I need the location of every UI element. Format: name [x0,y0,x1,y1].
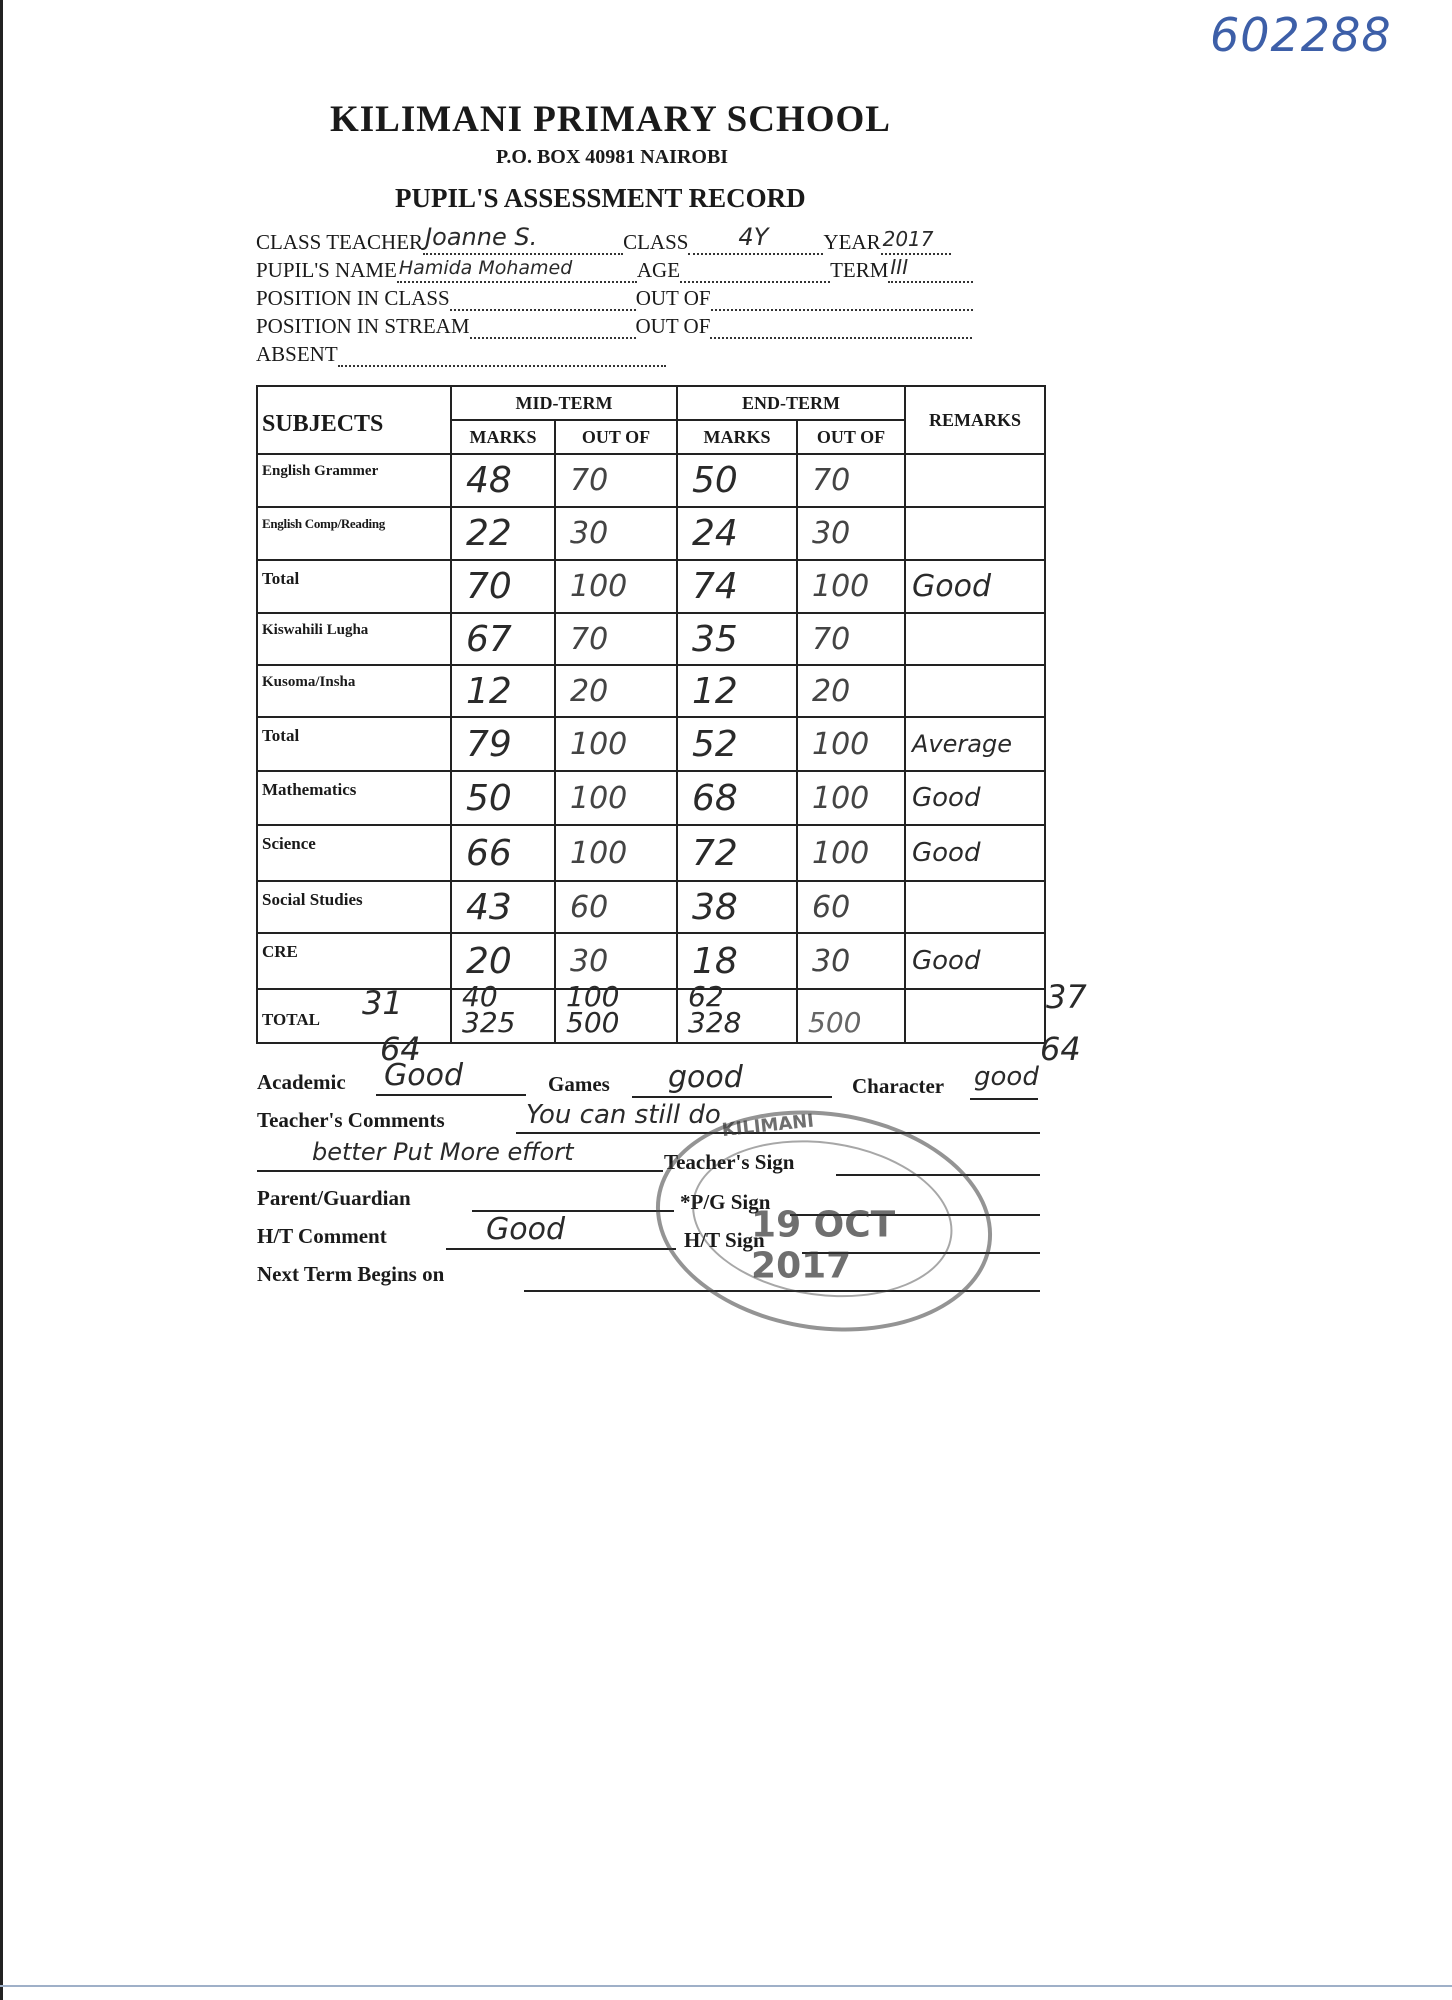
remark: Good [905,825,1045,881]
remarks-header: REMARKS [905,386,1045,454]
info-line-1 [256,223,951,255]
midterm-mark: 70 [451,560,555,613]
character-label: Character [852,1074,945,1098]
table-row [257,613,1045,665]
midterm-mark: 12 [451,665,555,717]
pupil-name-value: Hamida Mohamed [398,257,573,279]
remark [905,665,1045,717]
subject-name: Kusoma/Insha [257,665,451,717]
midterm-header: MID-TERM [451,386,677,420]
assessment-table [256,385,1046,1044]
subject-name: Kiswahili Lugha [257,613,451,665]
endterm-mark: 12 [677,665,797,717]
endterm-out-of: 70 [797,454,905,507]
info-line-3 [256,286,973,311]
midterm-out-of: 70 [555,613,677,665]
teacher-comments-line-1: You can still do [526,1100,721,1130]
school-name: KILIMANI PRIMARY SCHOOL [330,99,891,140]
term-value: III [890,255,909,279]
total-endterm: 328 [688,1006,742,1039]
midterm-out-of: 30 [555,933,677,989]
position-midterm-of: 64 [380,1030,421,1068]
parent-guardian-label: Parent/Guardian [257,1186,411,1210]
year-value: 2017 [882,227,934,251]
subject-name: English Grammer [257,454,451,507]
midterm-mark: 20 [451,933,555,989]
info-line-5 [256,342,666,367]
subjects-header: SUBJECTS [257,386,451,454]
endterm-out-of: 100 [797,825,905,881]
total-label: TOTAL [257,989,451,1043]
position-stream-label: POSITION IN STREAM [256,314,470,338]
out-of-label: OUT OF [635,314,711,338]
age-label: AGE [636,258,681,282]
character-value: good [974,1062,1039,1092]
subject-name: Total [257,560,451,613]
midterm-mark: 22 [451,507,555,560]
class-label: CLASS [623,230,689,254]
midterm-mark: 43 [451,881,555,933]
endterm-mark: 52 [677,717,797,771]
ht-comment-label: H/T Comment [257,1224,387,1248]
endterm-out-of: 100 [797,717,905,771]
subject-name: Total [257,717,451,771]
remark: Good [905,933,1045,989]
academic-value: Good [384,1058,463,1093]
remark [905,881,1045,933]
et-marks-header: MARKS [677,420,797,454]
remark [905,454,1045,507]
term-label: TERM [830,258,889,282]
ht-sign-label: H/T Sign [684,1228,765,1252]
absent-label: ABSENT [256,342,338,366]
midterm-out-of: 100 [555,560,677,613]
endterm-mark: 72 [677,825,797,881]
midterm-out-of: 100 [555,771,677,825]
mt-marks-header: MARKS [451,420,555,454]
table-row [257,771,1045,825]
midterm-out-of: 100 [555,717,677,771]
endterm-out-of: 30 [797,933,905,989]
position-endterm: 37 [1046,978,1087,1016]
out-of-label: OUT OF [635,286,711,310]
endterm-mark: 18 [677,933,797,989]
endterm-header: END-TERM [677,386,905,420]
teacher-comments-label: Teacher's Comments [257,1108,445,1132]
total-midterm: 325 [462,1006,516,1039]
subject-name: Social Studies [257,881,451,933]
class-teacher-label: CLASS TEACHER [256,230,424,254]
midterm-out-of: 100 [555,825,677,881]
page-title: PUPIL'S ASSESSMENT RECORD [395,183,806,213]
class-value: 4Y [738,223,769,251]
position-midterm: 31 [362,984,403,1022]
total-endterm-struck: 62 [688,980,724,1013]
subject-name: CRE [257,933,451,989]
position-class-label: POSITION IN CLASS [256,286,450,310]
table-row [257,507,1045,560]
midterm-out-of: 70 [555,454,677,507]
total-midterm-out-struck: 100 [566,980,620,1013]
pupil-name-label: PUPIL'S NAME [256,258,397,282]
midterm-mark: 79 [451,717,555,771]
games-value: good [668,1060,743,1095]
subject-name: English Comp/Reading [257,507,451,560]
endterm-out-of: 60 [797,881,905,933]
midterm-mark: 50 [451,771,555,825]
position-endterm-of: 64 [1040,1030,1081,1068]
total-endterm-out-of: 500 [808,1006,862,1039]
endterm-mark: 24 [677,507,797,560]
next-term-label: Next Term Begins on [257,1262,445,1286]
endterm-out-of: 70 [797,613,905,665]
table-row [257,717,1045,771]
midterm-mark: 67 [451,613,555,665]
endterm-mark: 50 [677,454,797,507]
info-line-4 [256,314,972,339]
midterm-out-of: 60 [555,881,677,933]
endterm-out-of: 100 [797,771,905,825]
table-row [257,454,1045,507]
subject-name: Mathematics [257,771,451,825]
mt-outof-header: OUT OF [555,420,677,454]
midterm-mark: 48 [451,454,555,507]
table-row [257,881,1045,933]
subject-name: Science [257,825,451,881]
scan-border [0,1985,1452,1987]
teacher-comments-line-2: better Put More effort [312,1138,574,1166]
endterm-mark: 35 [677,613,797,665]
endterm-mark: 74 [677,560,797,613]
table-row [257,825,1045,881]
file-number: 602288 [1210,8,1392,62]
ht-comment-value: Good [486,1212,565,1247]
academic-label: Academic [257,1070,346,1094]
remark: Good [905,560,1045,613]
table-row [257,933,1045,989]
endterm-out-of: 20 [797,665,905,717]
scan-edge [0,0,3,2000]
endterm-out-of: 30 [797,507,905,560]
stamp-school-name: KILIMANI [720,1110,815,1142]
endterm-out-of: 100 [797,560,905,613]
remark: Good [905,771,1045,825]
total-midterm-out-of: 500 [566,1006,620,1039]
info-line-2 [256,255,973,283]
endterm-mark: 38 [677,881,797,933]
midterm-mark: 66 [451,825,555,881]
total-midterm-struck: 40 [462,980,498,1013]
class-teacher-value: Joanne S. [425,223,538,251]
remark [905,613,1045,665]
midterm-out-of: 20 [555,665,677,717]
year-label: YEAR [823,230,881,254]
table-row [257,665,1045,717]
teachers-sign-label: Teacher's Sign [664,1150,795,1174]
stamp-date: 19 OCT 2017 [751,1204,896,1287]
remark: Average [905,717,1045,771]
et-outof-header: OUT OF [797,420,905,454]
midterm-out-of: 30 [555,507,677,560]
table-row [257,560,1045,613]
endterm-mark: 68 [677,771,797,825]
remark [905,507,1045,560]
pg-sign-label: *P/G Sign [680,1190,771,1214]
games-label: Games [548,1072,610,1096]
school-address: P.O. BOX 40981 NAIROBI [496,146,729,168]
